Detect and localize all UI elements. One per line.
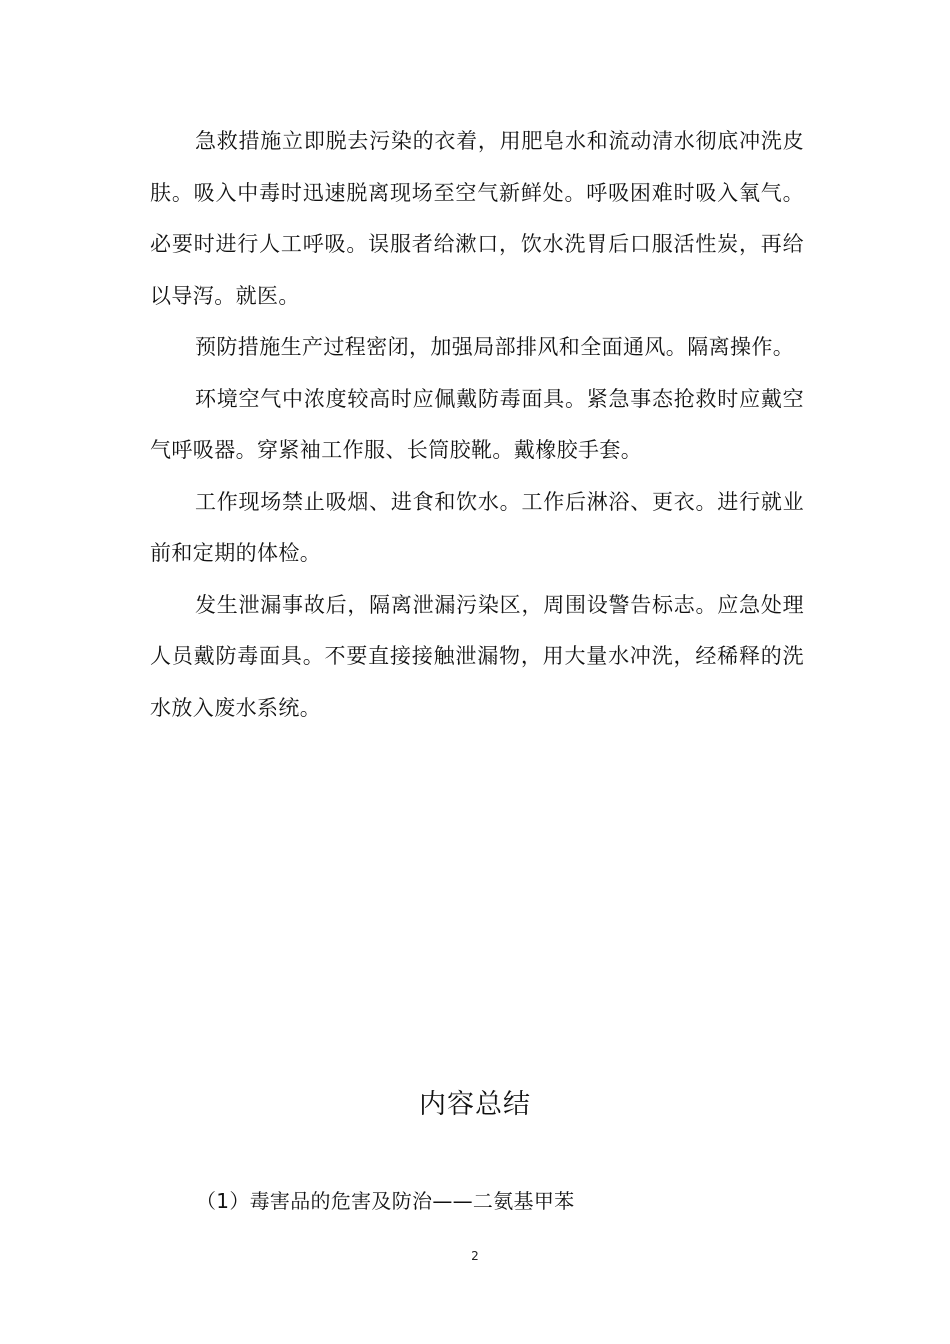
paragraph-first-aid: 急救措施立即脱去污染的衣着，用肥皂水和流动清水彻底冲洗皮肤。吸入中毒时迅速脱离现场至空气新鲜处。呼吸困难时吸入氧气。必要时进行人工呼吸。误服者给漱口，饮水洗胃后口服活性炭，再给以导泻。就医。 [150, 129, 804, 308]
page-number: 2 [471, 1249, 479, 1263]
body-text [150, 116, 804, 734]
summary-item: （1）毒害品的危害及防治——二氨基甲苯 [196, 1189, 575, 1213]
paragraph-leak-response: 发生泄漏事故后，隔离泄漏污染区，周围设警告标志。应急处理人员戴防毒面具。不要直接接触泄漏物，用大量水冲洗，经稀释的洗水放入废水系统。 [150, 592, 804, 720]
summary-title: 内容总结 [419, 1089, 531, 1120]
paragraph-prevention: 预防措施生产过程密闭，加强局部排风和全面通风。隔离操作。 [195, 335, 795, 359]
paragraph-workplace-rules: 工作现场禁止吸烟、进食和饮水。工作后淋浴、更衣。进行就业前和定期的体检。 [150, 489, 804, 565]
paragraph-protective-equipment: 环境空气中浓度较高时应佩戴防毒面具。紧急事态抢救时应戴空气呼吸器。穿紧袖工作服、长筒胶靴。戴橡胶手套。 [150, 386, 804, 462]
